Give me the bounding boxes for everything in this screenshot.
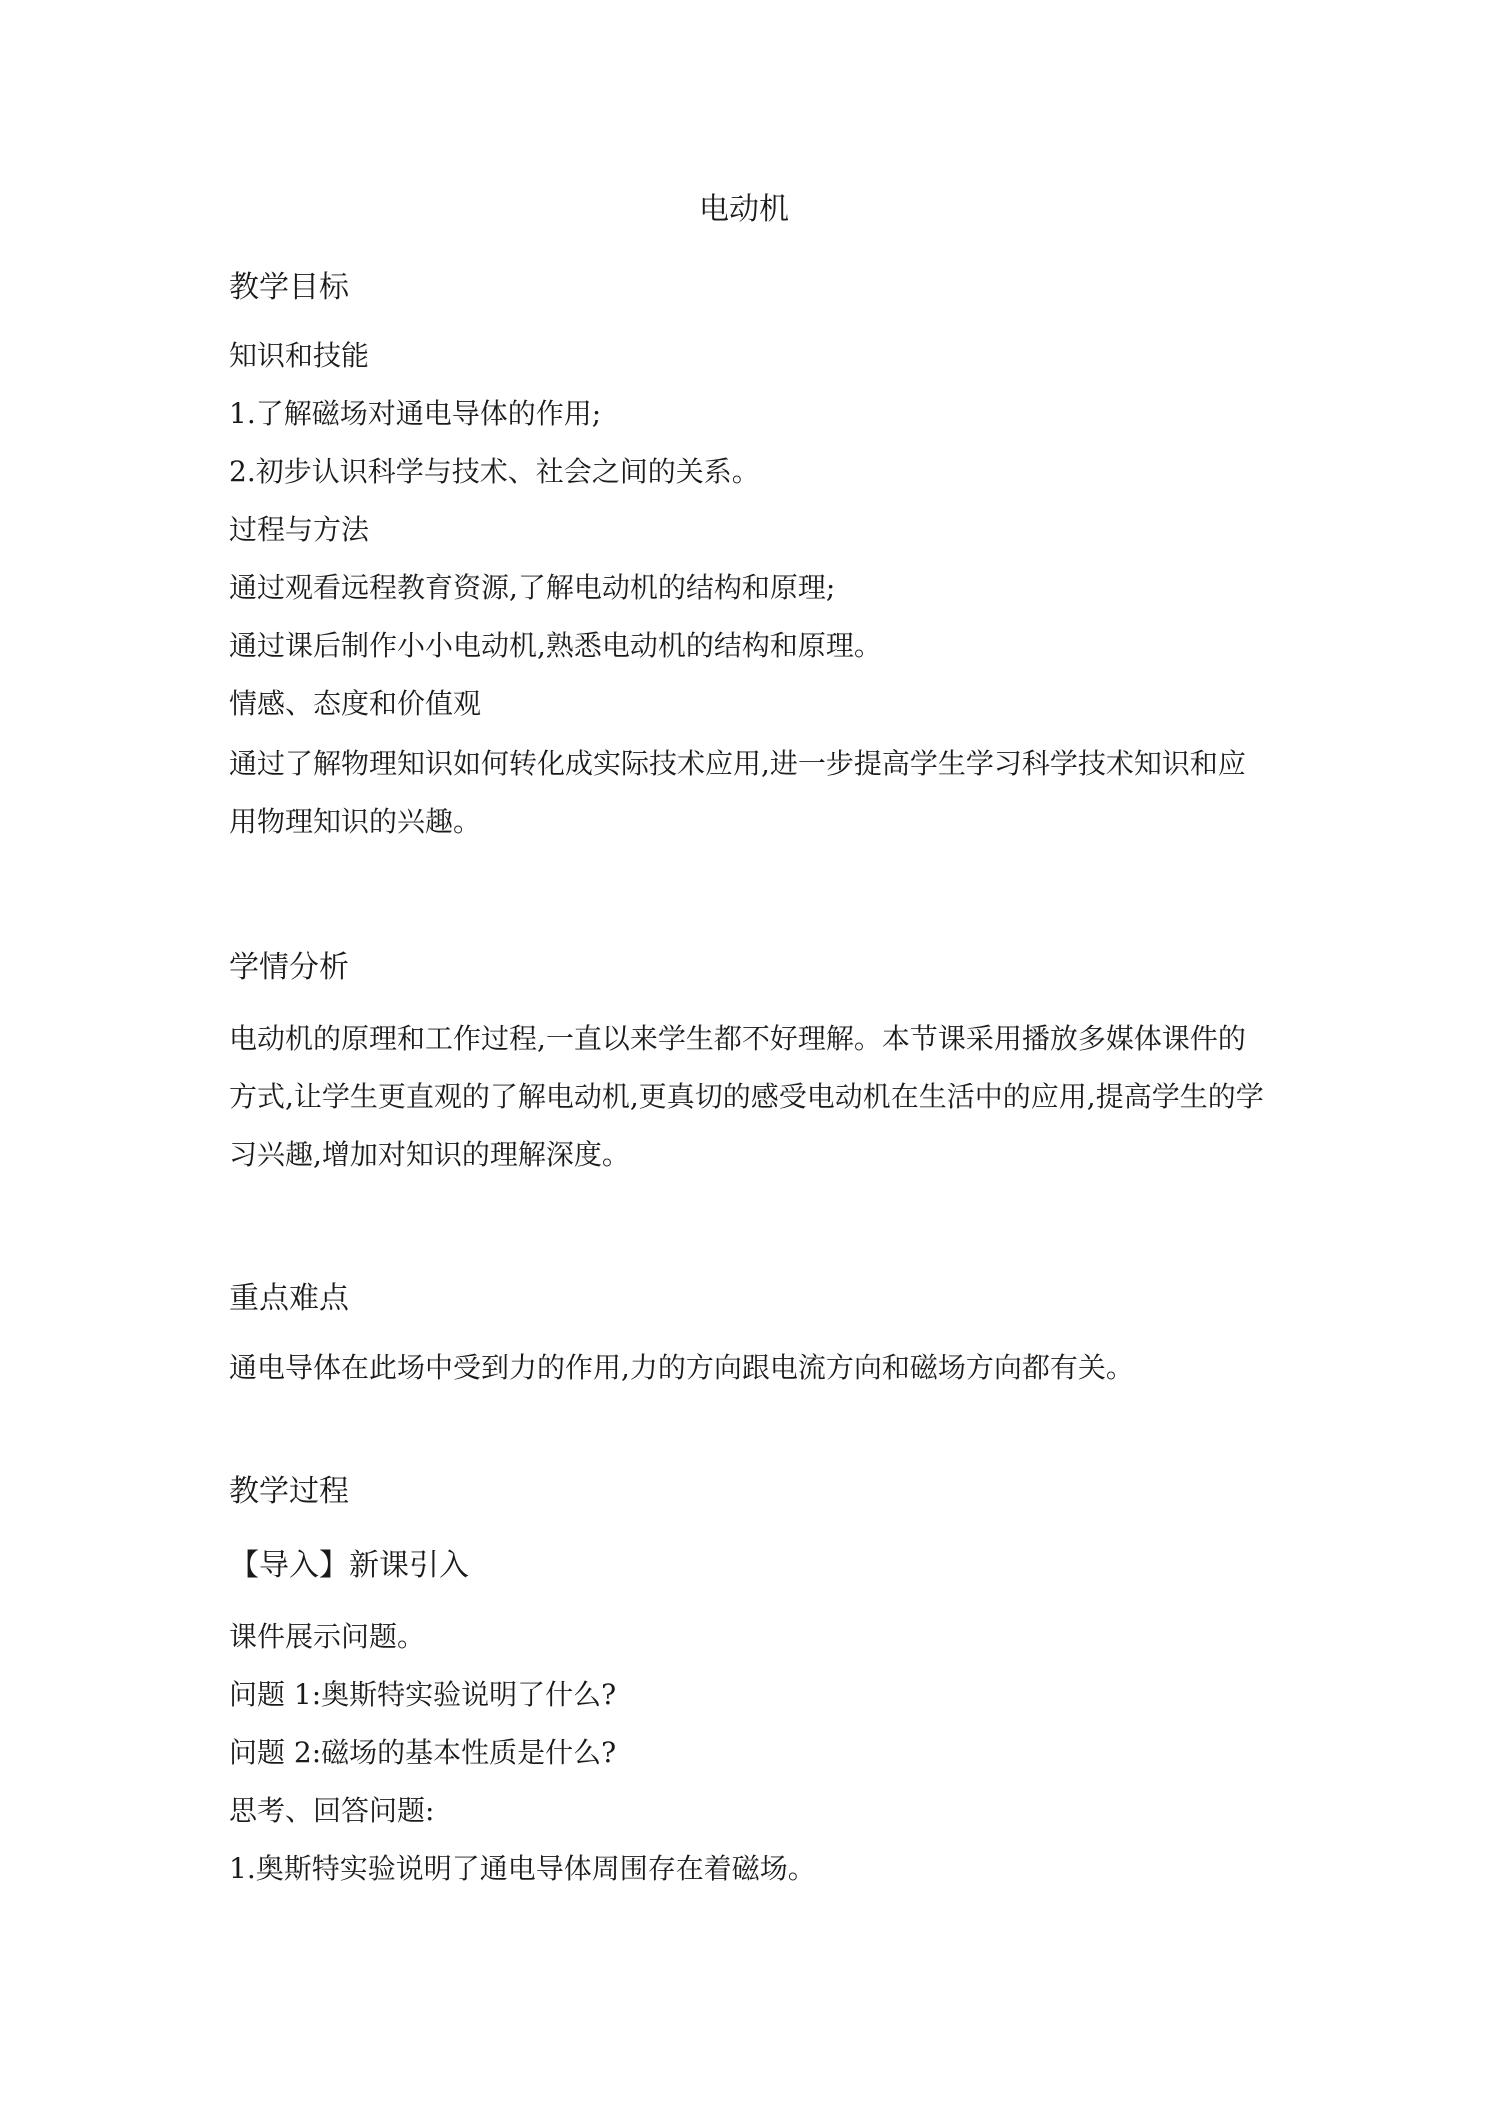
process-method-label: 过程与方法 xyxy=(229,513,370,546)
analysis-text: 电动机的原理和工作过程,一直以来学生都不好理解。本节课采用播放多媒体课件的方式,让学生更直观的了解电动机,更真切的感受电动机在生活中的应用,提高学生的学习兴趣,增加对知识的理解深度。 xyxy=(229,1022,1264,1171)
process-line: 1.奥斯特实验说明了通电导体周围存在着磁场。 xyxy=(229,1852,816,1885)
process-line: 问题 1:奥斯特实验说明了什么? xyxy=(229,1678,617,1711)
document-title: 电动机 xyxy=(699,192,789,227)
process-heading: 教学过程 xyxy=(229,1474,349,1509)
knowledge-item: 2.初步认识科学与技术、社会之间的关系。 xyxy=(229,455,760,488)
knowledge-item: 1.了解磁场对通电导体的作用; xyxy=(229,397,602,430)
process-method-item: 通过观看远程教育资源,了解电动机的结构和原理; xyxy=(229,571,836,604)
key-points-text: 通电导体在此场中受到力的作用,力的方向跟电流方向和磁场方向都有关。 xyxy=(229,1351,1134,1384)
emotion-label: 情感、态度和价值观 xyxy=(229,687,482,720)
knowledge-label: 知识和技能 xyxy=(229,339,370,372)
process-line: 课件展示问题。 xyxy=(229,1620,426,1653)
analysis-heading: 学情分析 xyxy=(229,950,349,985)
key-points-heading: 重点难点 xyxy=(229,1281,349,1316)
intro-heading: 【导入】新课引入 xyxy=(229,1548,469,1583)
emotion-text: 通过了解物理知识如何转化成实际技术应用,进一步提高学生学习科学技术知识和应用物理知识的兴趣。 xyxy=(229,747,1246,838)
objectives-heading: 教学目标 xyxy=(229,270,349,305)
process-line: 问题 2:磁场的基本性质是什么? xyxy=(229,1736,617,1769)
process-line: 思考、回答问题: xyxy=(229,1794,435,1827)
process-method-item: 通过课后制作小小电动机,熟悉电动机的结构和原理。 xyxy=(229,629,882,662)
